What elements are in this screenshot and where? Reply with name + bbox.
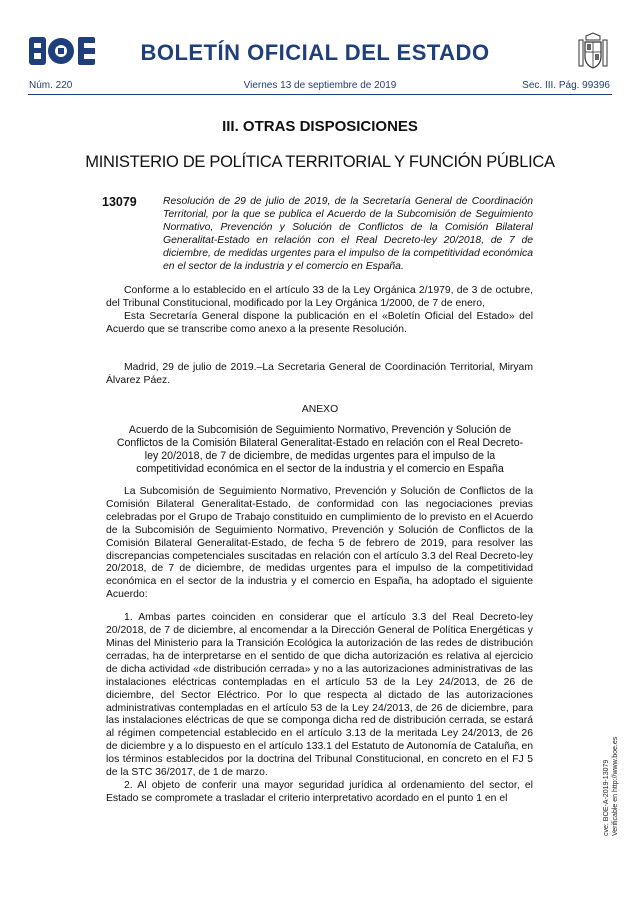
agreement-point: 2. Al objeto de conferir una mayor seguridad jurídica al ordenamiento del sector, el Estado se compromete a trasladar el criterio interpretativo acordado en el punto 1 en el bbox=[106, 779, 533, 804]
annex-label: ANEXO bbox=[301, 404, 339, 415]
issue-number: Núm. 220 bbox=[29, 80, 73, 91]
signature-block bbox=[106, 362, 533, 388]
resolution-summary: Resolución de 29 de julio de 2019, de la Secretaría General de Coordinación Territorial, por la que se publica el Acuerdo de la Subcomisión de Seguimiento Normativo, Prevención y Solución de Conflictos de la Comisión Bilateral Generalitat-Estado en relación con el Real Decreto-ley 20/2018, de 7 de diciembre, de medidas urgentes para el impulso de la competitividad económica en el sector de la industria y el comercio en España. bbox=[163, 196, 533, 272]
signature: Madrid, 29 de julio de 2019.–La Secretaria General de Coordinación Territorial, Miryam Álvarez Páez. bbox=[106, 362, 533, 386]
annex-intro: La Subcomisión de Seguimiento Normativo, Prevención y Solución de Conflictos de la Comisión Bilateral Generalitat-Estado, de conformidad con las negociaciones previas celebradas por el Grupo de Trabajo constituido en cumplimiento de lo previsto en el Acuerdo de la Subcomisión de Seguimiento Normativo, Prevención y Solución de Conflictos de la Comisión Bilateral Generalitat-Estado, de fecha 5 de febrero de 2019, para resolver las discrepancias competenciales suscitadas en relación con el artículo 3.3 del Real Decreto-ley 20/2018, de 7 de diciembre, de medidas urgentes para el impulso de la competitividad económica en el sector de la industria y el comercio en España, ha adoptado el siguiente Acuerdo: bbox=[106, 486, 533, 601]
coat-of-arms-icon bbox=[576, 32, 610, 70]
annex-title: Acuerdo de la Subcomisión de Seguimiento Normativo, Prevención y Solución de Conflictos de la Comisión Bilateral Generalitat-Estado en relación con el Real Decreto-ley 20/2018, de 7 de diciembre, de medidas urgentes para el impulso de la competitividad económica en el sector de la industria y el comercio en España bbox=[116, 424, 524, 475]
agreement-point: 1. Ambas partes coinciden en considerar que el artículo 3.3 del Real Decreto-ley 20/2018, de 7 de diciembre, al encomendar a la Dirección General de Política Energéticas y Minas del Ministerio para la Transición Ecológica la autorización de las redes de distribución cerradas, ha de interpretarse en el sentido de que dicha autorización es relativa al ejercicio de dicha actividad «de distribución cerrada» y no a las autorizaciones administrativas de las instalaciones eléctricas contempladas en el artículo 53 de la Ley 24/2013, de 26 de diciembre, del Sector Eléctrico. Por lo que respecta al dictado de las autorizaciones administrativas contempladas en el artículo 53 de la Ley 24/2013, de 26 de diciembre, para las instalaciones eléctricas de que se componga dicha red de distribución cerrada, se estará al régimen competencial establecido en el artículo 3.13 de la meritada Ley 24/2013, de 26 de diciembre y a lo dispuesto en el artículo 133.1 del Estatuto de Autonomía de Cataluña, en los términos establecidos por la doctrina del Tribunal Constitucional, en concreto en el FJ 5 de la STC 36/2017, de 1 de marzo. bbox=[106, 612, 533, 779]
document-number: 13079 bbox=[102, 195, 137, 209]
intro-block bbox=[106, 285, 533, 337]
header-title: BOLETÍN OFICIAL DEL ESTADO bbox=[140, 40, 490, 65]
intro-paragraph: Esta Secretaría General dispone la publicación en el «Boletín Oficial del Estado» del Acuerdo que se transcribe como anexo a la presente Resolución. bbox=[106, 310, 533, 335]
ministry-name: MINISTERIO DE POLÍTICA TERRITORIAL Y FUNCIÓN PÚBLICA bbox=[85, 153, 555, 171]
annex-body bbox=[106, 486, 533, 806]
header-divider bbox=[28, 94, 612, 95]
boe-logo bbox=[28, 36, 96, 66]
section-page: Sec. III. Pág. 99396 bbox=[522, 80, 610, 91]
cve-code: cve: BOE-A-2019-13079 bbox=[603, 759, 610, 836]
issue-date: Viernes 13 de septiembre de 2019 bbox=[243, 80, 397, 91]
verification-link[interactable]: Verificable en http://www.boe.es bbox=[612, 736, 619, 836]
intro-paragraph: Conforme a lo establecido en el artículo 33 de la Ley Orgánica 2/1979, de 3 de octubre, del Tribunal Constitucional, modificado por la Ley Orgánica 1/2000, de 7 de enero, bbox=[106, 285, 533, 309]
section-title: III. OTRAS DISPOSICIONES bbox=[222, 118, 418, 135]
